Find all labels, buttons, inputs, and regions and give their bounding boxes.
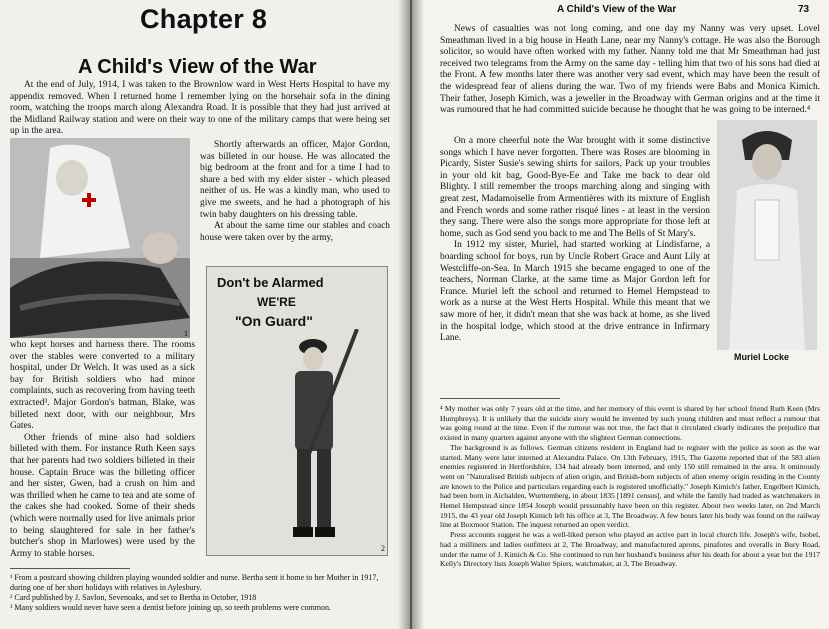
photo-caption: Muriel Locke [734,352,790,362]
chapter-title: A Child's View of the War [78,56,317,78]
right-paragraph-songs: On a more cheerful note the War brought with it some distinctive songs which I have never forgotten. There was Roses are blooming in Picardy, Sister Susie's sewing shirts for sailors, Pack up your troubles in your old kit bag, Good-Bye-Ee and Take me back to dear old Blighty. I still remember the troops marching along and singing with great zest, Madamoiselle from Armentières with its mixture of English and French words and some rather risqué lines - at least in the version they sang. There were also the songs more appropriate for those left at home, such as God send you back to me and The Bells of St Mary's. In 1912 my sister, Muriel, had started working at Lindisfarne, a boarding school for boys, run by Uncle Robert Grace and Aunt Lily at Westcliffe-on-Sea. In March 1915 she became engaged to one of the teachers, Norman Clarke, at the same time as Major Gordon left for France. Muriel left the school and returned to Hemel Hempstead to work as a nurse at the West Herts Hospital. While this meant that we saw more of her, it didn't mean that she was back at home, as she lived in the hospital lodge, which stood at the drive entrance in Infirmary Lane. [440,136,710,344]
left-footnotes [10,573,395,613]
page-number: 73 [798,4,810,15]
footnote-2: ² Card published by J. Savlon, Sevenoaks, and set to Bertha in October, 1918 [10,593,257,602]
left-paragraph-stables: who kept horses and harness there. The rooms over the stables were converted to a military hospital, under Dr Welch. It was used as a sick bay for British soldiers who had minor complaints, such as recovering from having teeth extracted³. Major Gordon's batman, Blake, was billeted next door, with our neighbour, Mrs Gates. Other friends of mine also had soldiers billeted with them. For instance Ruth Keen says that her parents had two soldiers billeted in their house. Captain Bruce was the billeting officer and her sister, Gwen, had a crush on him and was thrilled when he came to tea and ate some of the cakes she had cooked. Some of their sheds (which were normally used for live animals prior to being slaughtered for sale in her father's butcher's shop in Marlowes) were used by the Army to stable horses. [10,340,195,559]
left-paragraph-major-gordon: Shortly afterwards an officer, Major Gordon, was billeted in our house. He was allocated the big bedroom at the front and for a time I had to share a bed with my elder sister - which pleased neither of us. He was a kindly man, who used to give me sweets, and he had a photograph of his twin baby daughters on his dressing table. At about the same time our stables and coach house were taken over by the army, [200,140,390,243]
photo-2-footnote-number: 2 [381,544,385,553]
postcard-dont-be-alarmed [206,266,388,556]
children-photo-illustration [10,138,190,338]
book-gutter [398,0,424,629]
poster-line-3: "On Guard" [235,313,313,329]
right-footnote-rule [440,398,560,399]
photo-children-playing [10,138,190,338]
left-footnote-rule [10,568,130,569]
right-paragraph-casualties: News of casualties was not long coming, and one day my Nanny was very upset. Lovel Smeathman lived in a big house in Heath Lane, near my Nanny's cottage. He was also the Borough solicitor, so would have often worked with my father. Nanny told me that Mr Smeathman had just received two telegrams from the Army on the same day - telling him that two of his sons had died at the Front. A few months later there was another very sad event, which may have been the result of the widespread fear of aliens during the war. Two of my friends were Babs and Monica Kimich. Their father, Joseph Kimich, was a jeweller in the Broadway with German origins and at the time it was rumoured that he had committed suicide because he thought that he was going to be interned.⁴ [440,24,820,116]
left-intro-paragraph: At the end of July, 1914, I was taken to the Brownlow ward in West Herts Hospital to have my appendix removed. When I returned home I remember lying on the horsehair sofa in the dining room, watching the troops march along Alexandra Road. It is possible that they had just arrived at the Midland Railway station and were on their way to one of the military camps that were being set up in the area. [10,80,390,137]
right-footnote-4: ⁴ My mother was only 7 years old at the time, and her memory of this event is shared by her school friend Ruth Keen (Mrs Humphreys). It is unlikely that the suicide story would be invented by such young children and must reflect a rumour that was going round at the time. Even if the rumour was not true, the fact that it circulated clearly indicates the prejudice that existed in many quarters against anyone with the slightest German connections. The background is as follows. German citizens resident in England had to register with the police as soon as the war started. Many were later interned at Alexandra Palace. On 13th February, 1915, The Gazette reported that of the 583 alien enemies registered in Hertfordshire, 134 had already been interned, and only 150 still remained in the area. It ominously went on "Naturalised British subjects of alien origin, and British-born subjects of alien enemy origin residing in the County are known to the Police and particulars regarding each is registered unofficially." Joseph Kimich's father, Engelbert Kimich, had been born in Aichalden, Wurttemberg, in about 1835 [1891 census], and while the family had traded as watchmakers in Hemel Hempstead since 1854 Joseph would presumably have been on this register. About two weeks later, on 2nd March 1915, the 43 year old Joseph Kimich left his office at 3, The Broadway. A few hours later his body was found on the railway line at Boxmoor Station. The inquest returned an open verdict. Press accounts suggest he was a well-liked person who played an active part in local church life. Joseph's wife, Isobel, had a milliners and ladies outfitters at 2, The Broadway, and manufactured aprons, pinafores and overalls in Bury Road, under the name of J. Kimich & Co. She continued to run her husband's business after his death for about a year but the 1917 Kelly's Directory lists Joseph Walter Spiers, watchmaker, at 3, The Broadway. [440,404,820,569]
soldier-illustration [267,329,377,551]
left-page [0,0,410,629]
photo-muriel-locke [717,120,817,350]
photo-1-footnote-number: 1 [184,329,188,338]
footnote-1: ¹ From a postcard showing children playing wounded soldier and nurse. Bertha sent it home to her Mother in 1917, during one of her short holidays with relatives in Aylesbury. [10,573,379,592]
chapter-heading: Chapter 8 [140,4,268,34]
footnote-3: ³ Many soldiers would never have seen a dentist before joining up, so teeth problems were common. [10,603,331,612]
poster-line-1: Don't be Alarmed [217,275,324,290]
running-head: A Child's View of the War [557,4,677,15]
poster-line-2: WE'RE [257,295,296,309]
nurse-illustration [717,120,817,350]
right-page [412,0,829,629]
